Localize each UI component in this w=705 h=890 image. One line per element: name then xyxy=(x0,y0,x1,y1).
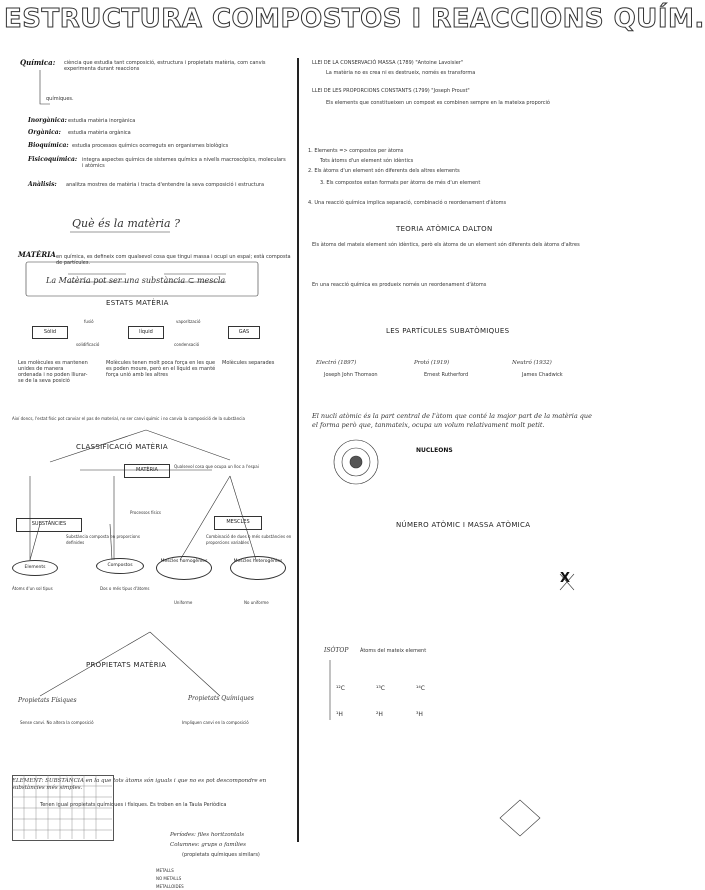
state-footnote: Així doncs, l'estat físic pot canviar el pas de material, no ser canvi químic i no canvia la composició de la substància xyxy=(12,416,245,421)
state-note-solid: Les molècules es mantenen unides de manera ordenada i no poden lliurar-se de la seva posició xyxy=(18,360,88,384)
numero-heading: NÚMERO ATÒMIC I MASSA ATÒMICA xyxy=(396,521,531,529)
particles-heading: LES PARTÍCULES SUBATÒMIQUES xyxy=(386,327,510,335)
metal-note-2: METALLOIDES xyxy=(156,884,184,889)
isotope-h3: ³H xyxy=(416,711,423,718)
nucleons-label: NUCLEONS xyxy=(416,447,453,454)
element-definition: ELEMENT: SUBSTÀNCIA en la que tots àtoms són iguals i que no es pot descompondre en substàncies més simples. xyxy=(12,778,267,791)
state-note-liquid: Molècules tenen molt poca força en les que es poden moure, però en el líquid es manté força unió amb les altres xyxy=(106,360,216,378)
dalton-note-0: Els àtoms del mateix element són idèntics, però els àtoms de un element són diferents dels àtoms d'altres xyxy=(312,242,580,248)
dalton-point-1: Tots àtoms d'un element són idèntics xyxy=(320,158,414,164)
period-note-2: (propietats químiques similars) xyxy=(182,852,260,858)
elements-node: Elements xyxy=(12,560,58,576)
mescles-box: MESCLES xyxy=(214,516,262,530)
nucli-text: El nucli atòmic és la part central de l'àtom que conté la major part de la matèria que el forma però que, tanmateix, ocupa un volum relativament molt petit. xyxy=(312,412,592,429)
branch-def-3: integra aspectes químics de sistemes químics a nivells macroscòpics, moleculars i atòmics xyxy=(82,157,286,169)
law-1: La matèria no es crea ni es destrueix, només es transforma xyxy=(326,70,476,76)
particle-electron: Electró (1897) xyxy=(316,360,357,366)
branch-def-2: estudia processos químics ocorreguts en organismes biològics xyxy=(72,143,229,149)
dalton-heading: TEORIA ATÒMICA DALTON xyxy=(396,225,493,233)
compostos-note: Dos o més tipus d'àtoms xyxy=(100,586,150,591)
classif-heading: CLASSIFICACIÓ MATÈRIA xyxy=(76,443,169,451)
dalton-point-4: 4. Una reacció química implica separació, combinació o reordenament d'àtoms xyxy=(308,200,507,206)
isotope-c13: ¹³C xyxy=(376,685,385,692)
arrow-fusio: fusió xyxy=(84,319,94,324)
isotop-label: ISÒTOP xyxy=(324,647,349,654)
law-3: Els elements que constitueixen un compost es combinen sempre en la mateixa proporció xyxy=(326,100,550,106)
state-note-gas: Molècules separades xyxy=(222,360,275,366)
period-note-1: Columnes: grups o famílies xyxy=(170,842,246,848)
materia-box-note: Qualsevol cosa que ocupa un lloc a l'espai xyxy=(174,464,259,469)
arrow-vaporitzacio: vaporització xyxy=(176,319,201,324)
heterogenies-note: No uniforme xyxy=(244,600,269,605)
branch-term-4: Anàlisis: xyxy=(28,181,57,188)
prop-fisiques: Propietats Físiques xyxy=(18,697,77,704)
branch-def-4: analitza mostres de matèria i tracta d'entendre la seva composició i estructura xyxy=(66,182,265,188)
branch-term-1: Orgànica: xyxy=(28,129,61,136)
isotope-c12: ¹²C xyxy=(336,685,345,692)
particle-proton: Protó (1919) xyxy=(414,360,450,366)
materia-box: MATÈRIA xyxy=(124,464,170,478)
particle-proton-who: Ernest Rutherford xyxy=(424,372,469,378)
particle-electron-who: Joseph John Thomson xyxy=(324,372,378,378)
prop-quimiques-note: Impliquen canvi en la composició xyxy=(182,720,249,725)
isotop-definition: Àtoms del mateix element xyxy=(360,648,427,654)
particle-neutron: Neutró (1932) xyxy=(512,360,552,366)
law-2: LLEI DE LES PROPORCIONS CONSTANTS (1799) "Joseph Proust" xyxy=(312,88,470,94)
isotope-h1: ¹H xyxy=(336,711,343,718)
elements-note: Àtoms d'un sol tipus xyxy=(12,586,53,591)
particle-neutron-who: James Chadwick xyxy=(522,372,563,378)
prop-fisiques-note: Sense canvi. No altera la composició xyxy=(20,720,94,725)
quimica-term: Química: xyxy=(20,58,56,67)
materia-term: MATÈRIA xyxy=(18,250,56,259)
compostos-node: Compostos xyxy=(96,558,144,574)
arrow-solidificacio: solidificació xyxy=(76,342,100,347)
isotope-h2: ²H xyxy=(376,711,383,718)
state-liquid: líquid xyxy=(128,326,164,339)
metal-note-1: NO METALLS xyxy=(156,876,182,881)
dalton-note-1: En una reacció química es produeix només un reordenament d'àtoms xyxy=(312,282,487,288)
period-note-0: Períodes: files horitzontals xyxy=(170,832,245,838)
isotope-c14: ¹⁴C xyxy=(416,685,425,692)
homogenies-note: Uniforme xyxy=(174,600,193,605)
heterogenies-node: Mescles heterogènies xyxy=(230,556,286,580)
metal-note-0: METALLS xyxy=(156,868,174,873)
dalton-point-0: 1. Elements => compostos per àtoms xyxy=(308,148,404,154)
state-solid: Sòlid xyxy=(32,326,68,339)
arrow-condensacio: condensació xyxy=(174,342,200,347)
dalton-point-3: 3. Els compostos estan formats per àtoms de més d'un element xyxy=(320,180,481,186)
prop-quimiques: Propietats Químiques xyxy=(188,695,254,702)
branch-def-0: estudia matèria inorgànica xyxy=(68,118,136,124)
element-definition-2: Tenen igual propietats químiques i físiques. Es troben en la Taula Periòdica xyxy=(40,802,227,808)
homogenies-node: Mescles homogènies xyxy=(156,556,212,580)
page-title: ESTRUCTURA COMPOSTOS I REACCIONS QUÍM. xyxy=(4,4,705,34)
branch-def-1: estudia matèria orgànica xyxy=(68,130,131,136)
substancies-note: Substància composta en proporcions definides xyxy=(66,534,140,545)
branch-term-0: Inorgànica: xyxy=(28,117,67,124)
dalton-point-2: 2. Els àtoms d'un element són diferents dels altres elements xyxy=(308,168,460,174)
materia-definition: en química, es defineix com qualsevol cosa que tingui massa i ocupi un espai; està composta de partícules. xyxy=(56,254,291,266)
quimica-definition: ciència que estudia tant composició, estructura i propietats matèria, com canvis experimenta durant reaccions xyxy=(64,60,266,72)
estats-heading: ESTATS MATÈRIA xyxy=(106,299,169,307)
element-symbol: X xyxy=(560,571,571,586)
processos-fisics: Processos físics xyxy=(130,510,161,515)
state-gas: GAS xyxy=(228,326,260,339)
propietats-heading: PROPIETATS MATÈRIA xyxy=(86,661,167,669)
mescles-note: Combinació de dues o més substàncies en proporcions variables xyxy=(206,534,292,545)
branch-term-2: Bioquímica: xyxy=(28,142,69,149)
quimica-definition-end: químiques. xyxy=(46,96,74,102)
materia-question: Què és la matèria ? xyxy=(72,217,180,230)
branch-term-3: Fisicoquímica: xyxy=(28,156,78,163)
substancies-box: SUBSTÀNCIES xyxy=(16,518,82,532)
law-0: LLEI DE LA CONSERVACIÓ MASSA (1789) "Antoine Lavoisier" xyxy=(312,60,464,66)
materia-formula: La Matèria pot ser una substància ⊂ mescla xyxy=(46,276,226,285)
